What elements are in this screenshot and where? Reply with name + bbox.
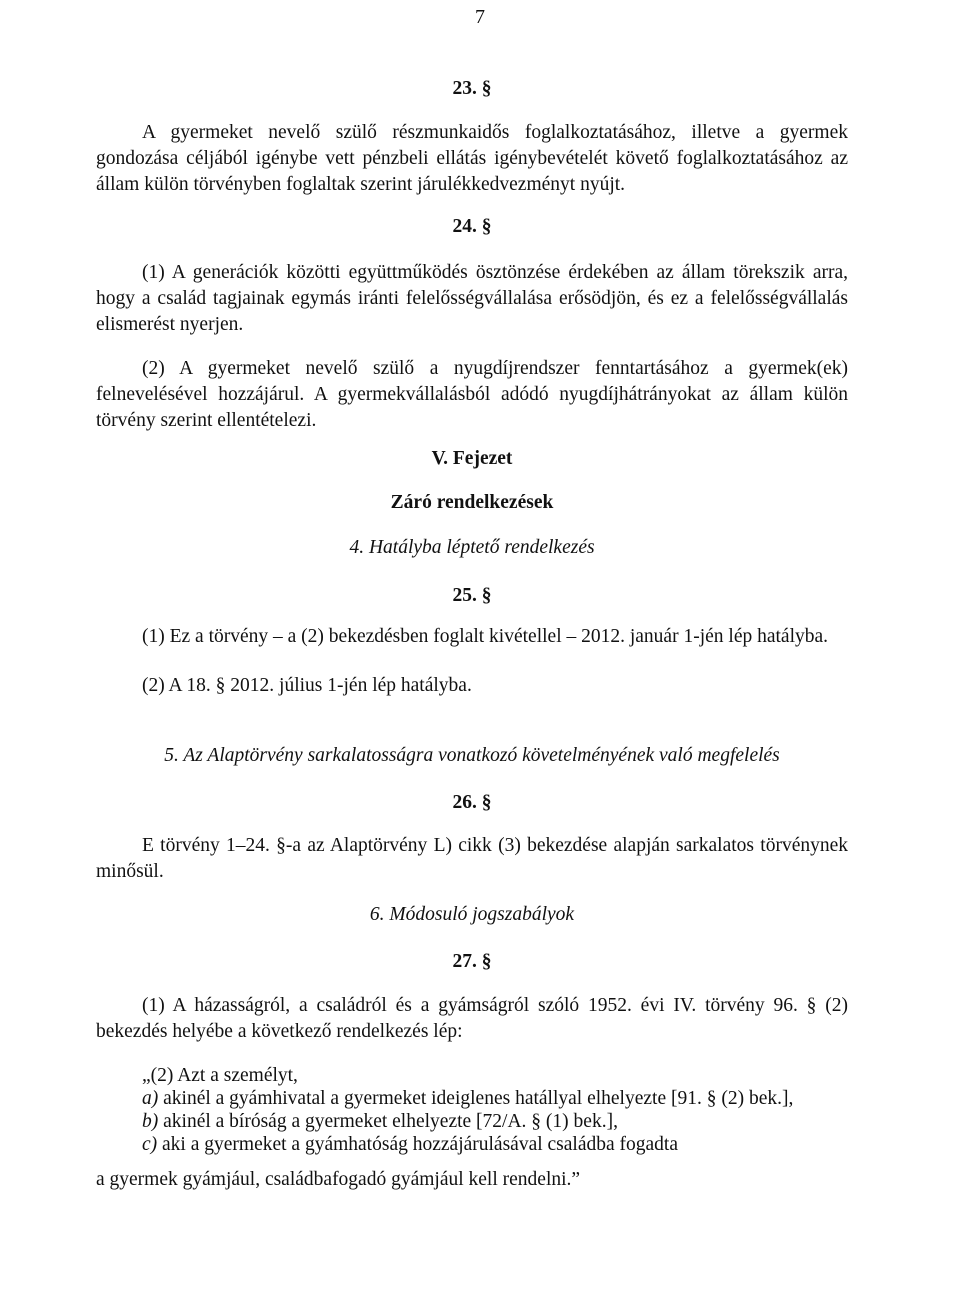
- item-label: a): [142, 1088, 159, 1109]
- subtitle: 5. Az Alaptörvény sarkalatosságra vonatkozó követelményének való megfelelés: [164, 745, 780, 766]
- paragraph: (1) A házasságról, a családról és a gyámságról szóló 1952. évi IV. törvény 96. § (2) bekezdés helyébe a következő rendelkezés lép:: [96, 995, 848, 1042]
- quoted-closing: a gyermek gyámjául, családbafogadó gyámjául kell rendelni.”: [96, 1169, 581, 1190]
- section-heading: 25. §: [452, 585, 492, 606]
- section-heading: 27. §: [452, 951, 492, 972]
- item-label: b): [142, 1111, 159, 1132]
- section-heading: 26. §: [452, 792, 492, 813]
- section-heading: 24. §: [452, 216, 492, 237]
- chapter-title-block: [96, 490, 848, 516]
- section-26: [96, 790, 848, 816]
- chapter-heading: [96, 446, 848, 472]
- quoted-item-a: [142, 1087, 842, 1110]
- paragraph: A gyermeket nevelő szülő részmunkaidős foglalkoztatásához, illetve a gyermek gondozása céljából igénybe vett pénzbeli ellátás igénybevételét követő foglalkoztatásához az állam külön törvényben foglaltak szerint járulékkedvezményt nyújt.: [96, 122, 848, 195]
- subtitle: 4. Hatályba léptető rendelkezés: [349, 537, 595, 558]
- item-text: aki a gyermeket a gyámhatóság hozzájárulásával családba fogadta: [162, 1134, 678, 1155]
- section-26-body: [96, 833, 848, 885]
- section-heading: 23. §: [452, 78, 492, 99]
- chapter-title: Záró rendelkezések: [390, 492, 554, 513]
- chapter-number: V. Fejezet: [431, 448, 513, 469]
- section-27: [96, 949, 848, 975]
- section-23: [96, 76, 848, 102]
- subtitle-5-block: [96, 743, 848, 769]
- section-24-body-2: [96, 356, 848, 434]
- section-27-body: [96, 993, 848, 1045]
- section-25-body-2: [96, 673, 848, 699]
- item-text: akinél a gyámhivatal a gyermeket ideiglenes hatállyal elhelyezte [91. § (2) bek.],: [163, 1088, 794, 1109]
- item-text: akinél a bíróság a gyermeket elhelyezte [72/A. § (1) bek.],: [163, 1111, 618, 1132]
- quoted-intro: „(2) Azt a személyt,: [142, 1065, 298, 1086]
- paragraph: E törvény 1–24. §-a az Alaptörvény L) cikk (3) bekezdése alapján sarkalatos törvénynek minősül.: [96, 835, 848, 882]
- paragraph: (2) A gyermeket nevelő szülő a nyugdíjrendszer fenntartásához a gyermek(ek) felnevelésével hozzájárul. A gyermekvállalásból adódó nyugdíjhátrányokat az állam külön törvény szerint ellentételezi.: [96, 358, 848, 431]
- quoted-item-c: [142, 1133, 842, 1156]
- paragraph: (1) A generációk közötti együttműködés ösztönzése érdekében az állam törekszik arra, hogy a család tagjainak egymás iránti felelősségvállalása erősödjön, és ez a felelősségvállalás elismerést nyerjen.: [96, 262, 848, 335]
- section-25: [96, 583, 848, 609]
- page-number: 7: [475, 6, 485, 28]
- subtitle: 6. Módosuló jogszabályok: [369, 904, 575, 925]
- quoted-item-b: [142, 1110, 842, 1133]
- item-label: c): [142, 1134, 158, 1155]
- section-25-body: [96, 624, 848, 650]
- subtitle-6-block: [96, 902, 848, 928]
- section-23-body: [96, 120, 848, 198]
- paragraph: (1) Ez a törvény – a (2) bekezdésben foglalt kivétellel – 2012. január 1-jén lép hatályba.: [142, 626, 829, 647]
- paragraph: (2) A 18. § 2012. július 1-jén lép hatályba.: [142, 675, 472, 696]
- section-24: [96, 214, 848, 240]
- subtitle-4-block: [96, 535, 848, 561]
- section-24-body: [96, 260, 848, 338]
